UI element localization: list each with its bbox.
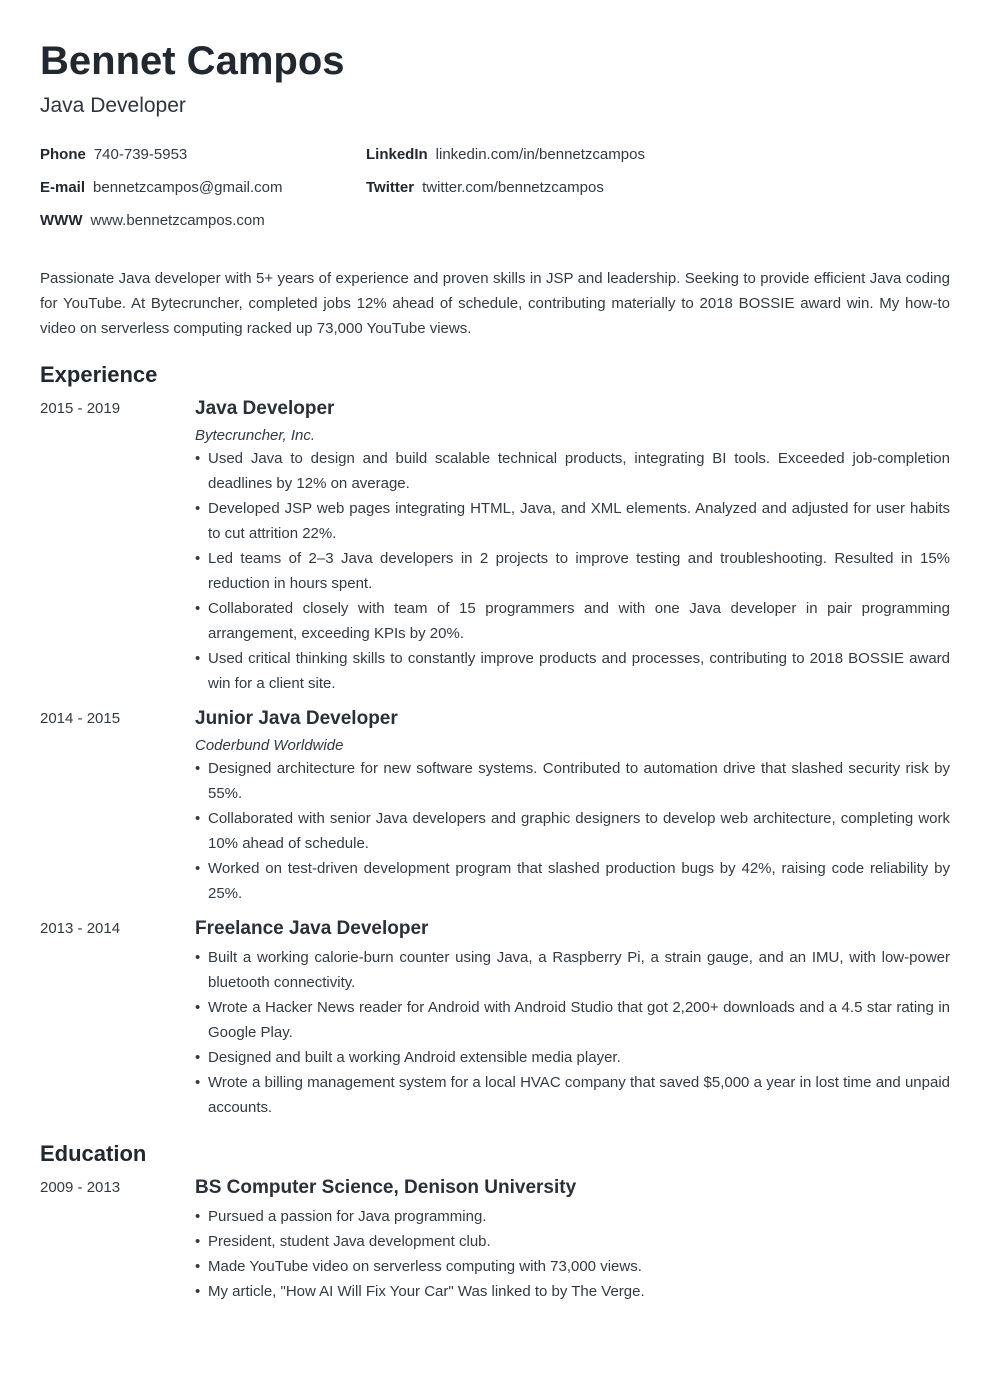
bullet-item: • Led teams of 2–3 Java developers in 2 projects to improve testing and troubleshooting. Resulted in 15% reduction in hours spent. — [195, 546, 950, 596]
bullet-item: • Developed JSP web pages integrating HTML, Java, and XML elements. Analyzed and adjusted for user habits to cut attrition 22%. — [195, 496, 950, 546]
contact-phone — [40, 145, 187, 165]
education-entry — [40, 1175, 950, 1304]
contact-linkedin-value: linkedin.com/in/bennetzcampos — [435, 146, 645, 163]
experience-entry — [40, 706, 950, 906]
bullet-item: • Wrote a billing management system for a local HVAC company that saved $5,000 a year in lost time and unpaid accounts. — [195, 1070, 950, 1120]
bullet-item: • Used critical thinking skills to constantly improve products and processes, contributing to 2018 BOSSIE award win for a client site. — [195, 646, 950, 696]
entry-bullets — [195, 446, 950, 696]
bullet-item: • Designed and built a working Android extensible media player. — [195, 1045, 950, 1070]
contact-email-label: E-mail — [40, 179, 86, 196]
entry-bullets — [195, 756, 950, 906]
contact-www-label: WWW — [40, 212, 83, 229]
contact-email — [40, 178, 283, 198]
contact-www — [40, 211, 265, 231]
bullet-item: • Made YouTube video on serverless computing with 73,000 views. — [195, 1254, 950, 1279]
bullet-item: • President, student Java development club. — [195, 1229, 950, 1254]
contact-www-value: www.bennetzcampos.com — [90, 212, 265, 229]
bullet-item: • Used Java to design and build scalable technical products, integrating BI tools. Exceeded job-completion deadlines by 12% on average. — [195, 446, 950, 496]
contact-linkedin — [366, 145, 645, 165]
bullet-item: • Pursued a passion for Java programming. — [195, 1204, 950, 1229]
candidate-title: Java Developer — [40, 94, 186, 117]
contact-email-value: bennetzcampos@gmail.com — [93, 179, 283, 196]
entry-company: Bytecruncher, Inc. — [195, 427, 316, 444]
experience-entry — [40, 396, 950, 696]
contact-phone-label: Phone — [40, 146, 86, 163]
contact-phone-value: 740-739-5953 — [93, 146, 188, 163]
contact-twitter-label: Twitter — [366, 179, 415, 196]
education-heading: Education — [40, 1141, 147, 1166]
bullet-item: • Worked on test-driven development program that slashed production bugs by 42%, raising code reliability by 25%. — [195, 856, 950, 906]
entry-role: Java Developer — [195, 398, 335, 419]
profile-summary: Passionate Java developer with 5+ years of experience and proven skills in JSP and leadership. Seeking to provide efficient Java coding for YouTube. At Bytecruncher, completed jobs 12% ahead of schedule, contributing materially to 2018 BOSSIE award win. My how-to video on serverless computing racked up 73,000 YouTube views. — [40, 270, 950, 337]
bullet-item: • Wrote a Hacker News reader for Android with Android Studio that got 2,200+ downloads and a 4.5 star rating in Google Play. — [195, 995, 950, 1045]
bullet-item: • Designed architecture for new software systems. Contributed to automation drive that slashed security risk by 55%. — [195, 756, 950, 806]
bullet-item: • Built a working calorie-burn counter using Java, a Raspberry Pi, a strain gauge, and an IMU, with low-power bluetooth connectivity. — [195, 945, 950, 995]
entry-dates: 2009 - 2013 — [40, 1179, 121, 1196]
entry-bullets — [195, 1204, 950, 1304]
contact-twitter-value: twitter.com/bennetzcampos — [422, 179, 604, 196]
bullet-item: • My article, "How AI Will Fix Your Car" Was linked to by The Verge. — [195, 1279, 950, 1304]
entry-dates: 2015 - 2019 — [40, 400, 121, 417]
experience-entry — [40, 916, 950, 1120]
entry-bullets — [195, 945, 950, 1120]
candidate-name: Bennet Campos — [40, 39, 345, 83]
entry-company: Coderbund Worldwide — [195, 737, 344, 754]
entry-dates: 2013 - 2014 — [40, 920, 121, 937]
entry-dates: 2014 - 2015 — [40, 710, 121, 727]
entry-role: Freelance Java Developer — [195, 918, 429, 939]
bullet-item: • Collaborated closely with team of 15 programmers and with one Java developer in pair programming arrangement, exceeding KPIs by 20%. — [195, 596, 950, 646]
entry-role: Junior Java Developer — [195, 708, 398, 729]
bullet-item: • Collaborated with senior Java developers and graphic designers to develop web architecture, completing work 10% ahead of schedule. — [195, 806, 950, 856]
contact-info — [40, 142, 950, 252]
contact-twitter — [366, 178, 604, 198]
entry-degree: BS Computer Science, Denison University — [195, 1177, 577, 1198]
contact-linkedin-label: LinkedIn — [366, 146, 428, 163]
experience-heading: Experience — [40, 362, 158, 387]
